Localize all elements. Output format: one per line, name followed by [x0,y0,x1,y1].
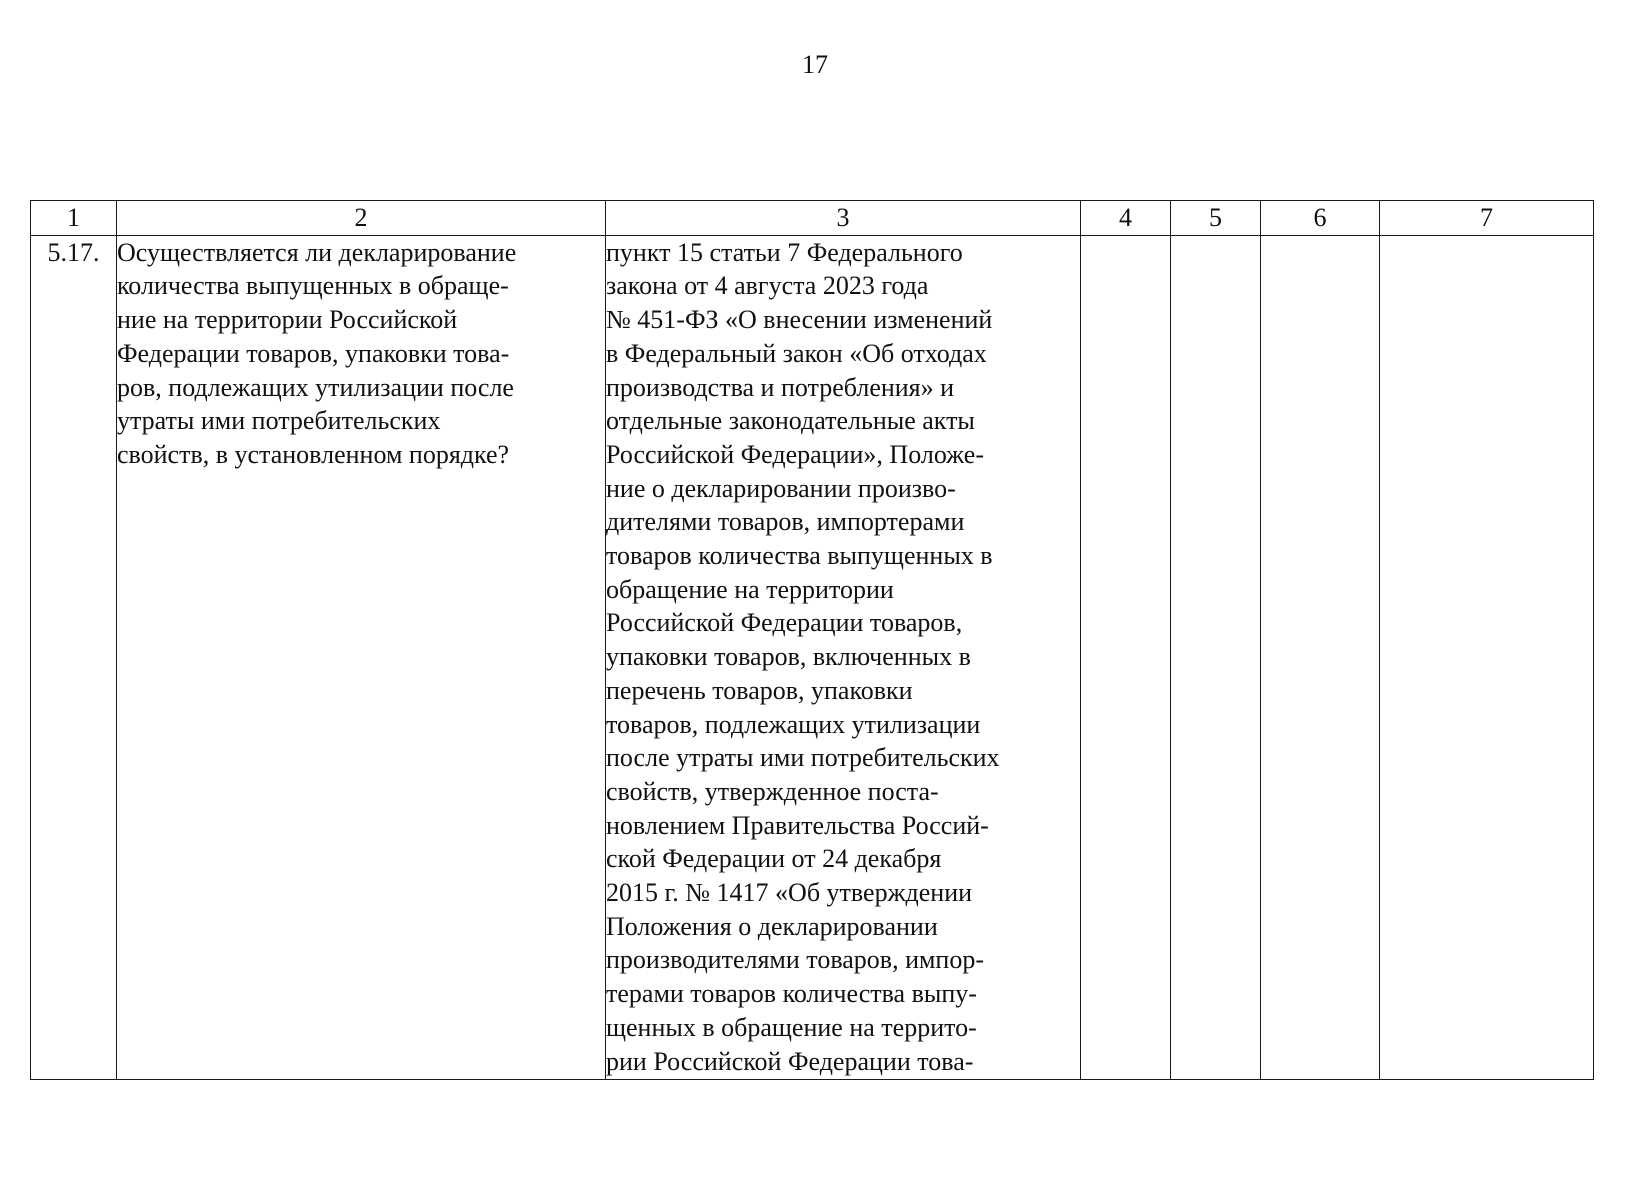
col-4-cell [1081,235,1171,1079]
item-number: 5.17. [31,235,117,1079]
col-7-cell [1380,235,1594,1079]
header-col-5: 5 [1171,201,1261,236]
legal-basis-line: пункт 15 статьи 7 Федерального [606,237,963,267]
question-line: Осуществляется ли декларирование [117,237,517,267]
question-cell [117,235,606,1079]
legal-basis-line: № 451-ФЗ «О внесении изменений [606,305,993,335]
checklist-table [30,200,1594,1080]
legal-basis-cell [606,235,1081,1079]
page-number: 17 [802,50,828,79]
question-line: ров, подлежащих утилизации после [117,372,514,402]
legal-basis-line: Российской Федерации», Положе- [606,439,985,469]
header-col-7: 7 [1380,201,1594,236]
legal-basis-line: 2015 г. № 1417 «Об утверждении [606,878,973,908]
question-line: Федерации товаров, упаковки това- [117,338,510,368]
header-col-4: 4 [1081,201,1171,236]
question-line: ние на территории Российской [117,305,458,335]
legal-basis-line: Российской Федерации товаров, [606,608,963,638]
header-col-1: 1 [31,201,117,236]
legal-basis-line: новлением Правительства Россий- [606,810,989,840]
legal-basis-line: щенных в обращение на террито- [606,1012,977,1042]
header-row [31,201,1594,236]
legal-basis-line: дителями товаров, импортерами [606,507,965,537]
legal-basis-line: закона от 4 августа 2023 года [606,271,929,301]
legal-basis-line: после утраты ими потребительских [606,743,1000,773]
legal-basis-line: ние о декларировании произво- [606,473,956,503]
legal-basis-line: товаров количества выпущенных в [606,541,993,571]
header-col-3: 3 [606,201,1081,236]
question-line: свойств, в установленном порядке? [117,439,510,469]
question-line: утраты ими потребительских [117,406,441,436]
legal-basis-line: перечень товаров, упаковки [606,675,913,705]
legal-basis-line: ской Федерации от 24 декабря [606,844,942,874]
header-col-6: 6 [1261,201,1380,236]
legal-basis-line: рии Российской Федерации това- [606,1046,974,1076]
legal-basis-line: упаковки товаров, включенных в [606,642,971,672]
col-5-cell [1171,235,1261,1079]
legal-basis-line: в Федеральный закон «Об отходах [606,338,987,368]
table-row [31,235,1594,1079]
legal-basis-line: обращение на территории [606,574,894,604]
col-6-cell [1261,235,1380,1079]
legal-basis-line: производства и потребления» и [606,372,955,402]
header-col-2: 2 [117,201,606,236]
legal-basis-line: отдельные законодательные акты [606,406,975,436]
question-line: количества выпущенных в обраще- [117,271,509,301]
legal-basis-line: производителями товаров, импор- [606,945,985,975]
legal-basis-line: Положения о декларировании [606,911,938,941]
legal-basis-line: товаров, подлежащих утилизации [606,709,981,739]
legal-basis-line: свойств, утвержденное поста- [606,776,939,806]
legal-basis-line: терами товаров количества выпу- [606,979,977,1009]
